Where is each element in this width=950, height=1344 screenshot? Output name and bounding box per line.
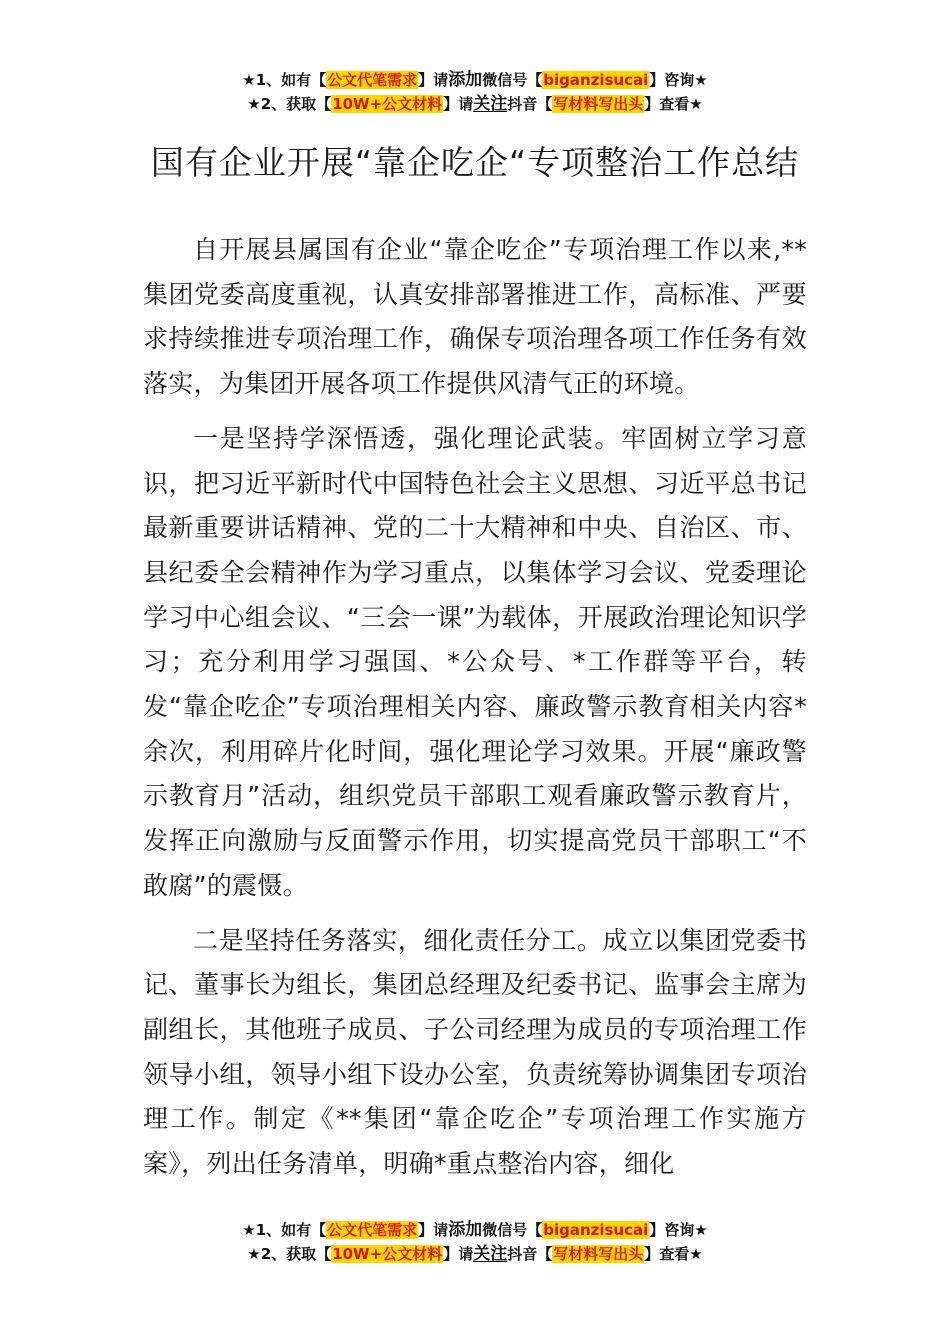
banner-text: 】请 [418,71,449,89]
banner-line-1 [0,1219,950,1243]
banner-emphasis: 添加 [448,70,483,90]
banner-text: ★2、获取【 [247,1245,332,1263]
highlight-materials: 10W+公文材料 [332,95,443,113]
banner-line-2 [0,93,950,117]
footer-banner [0,1219,950,1267]
banner-emphasis: 关注 [473,1244,508,1264]
document-body [143,228,807,1197]
highlight-wechat-id: biganzisucai [543,1221,649,1239]
banner-line-1 [0,69,950,93]
banner-text: ★1、如有【 [242,71,327,89]
banner-text: 】咨询★ [649,71,708,89]
paragraph-theory-study: 一是坚持学深悟透，强化理论武装。牢固树立学习意识，把习近平新时代中国特色社会主义思想、习近平总书记最新重要讲话精神、党的二十大精神和中央、自治区、市、县纪委全会精神作为学习重点，以集体学习会议、党委理论学习中心组会议、“三会一课”为载体，开展政治理论知识学习；充分利用学习强国、*公众号、*工作群等平台，转发“靠企吃企”专项治理相关内容、廉政警示教育相关内容*余次，利用碎片化时间，强化理论学习效果。开展“廉政警示教育月”活动，组织党员干部职工观看廉政警示教育片，发挥正向激励与反面警示作用，切实提高党员干部职工“不敢腐”的震慑。 [143,423,807,900]
banner-text: 微信号【 [482,71,543,89]
highlight-douyin-account: 写材料写出头 [553,95,644,113]
banner-emphasis: 添加 [448,1220,483,1240]
highlight-service: 公文代笔需求 [327,71,418,89]
banner-text: ★1、如有【 [242,1221,327,1239]
highlight-douyin-account: 写材料写出头 [553,1245,644,1263]
banner-text: 】查看★ [644,1245,703,1263]
header-banner [0,69,950,117]
banner-text: 】请 [443,1245,474,1263]
banner-text: 抖音【 [507,1245,553,1263]
banner-line-2 [0,1243,950,1267]
banner-text: 】查看★ [644,95,703,113]
banner-emphasis: 关注 [473,94,508,114]
paragraph-intro: 自开展县属国有企业“靠企吃企”专项治理工作以来,**集团党委高度重视，认真安排部署推进工作，高标准、严要求持续推进专项治理工作，确保专项治理各项工作任务有效落实，为集团开展各项工作提供风清气正的环境。 [143,235,807,399]
banner-text: ★2、获取【 [247,95,332,113]
banner-text: 抖音【 [507,95,553,113]
banner-text: 微信号【 [482,1221,543,1239]
banner-text: 】请 [443,95,474,113]
banner-text: 】咨询★ [649,1221,708,1239]
paragraph-task-implementation: 二是坚持任务落实，细化责任分工。成立以集团党委书记、董事长为组长，集团总经理及纪委书记、监事会主席为副组长，其他班子成员、子公司经理为成员的专项治理工作领导小组，领导小组下设办公室，负责统筹协调集团专项治理工作。制定《**集团“靠企吃企”专项治理工作实施方案》，列出任务清单，明确*重点整治内容，细化 [143,925,807,1179]
highlight-wechat-id: biganzisucai [543,71,649,89]
highlight-materials: 10W+公文材料 [332,1245,443,1263]
document-title: 国有企业开展“靠企吃企“专项整治工作总结 [150,143,800,183]
highlight-service: 公文代笔需求 [327,1221,418,1239]
banner-text: 】请 [418,1221,449,1239]
